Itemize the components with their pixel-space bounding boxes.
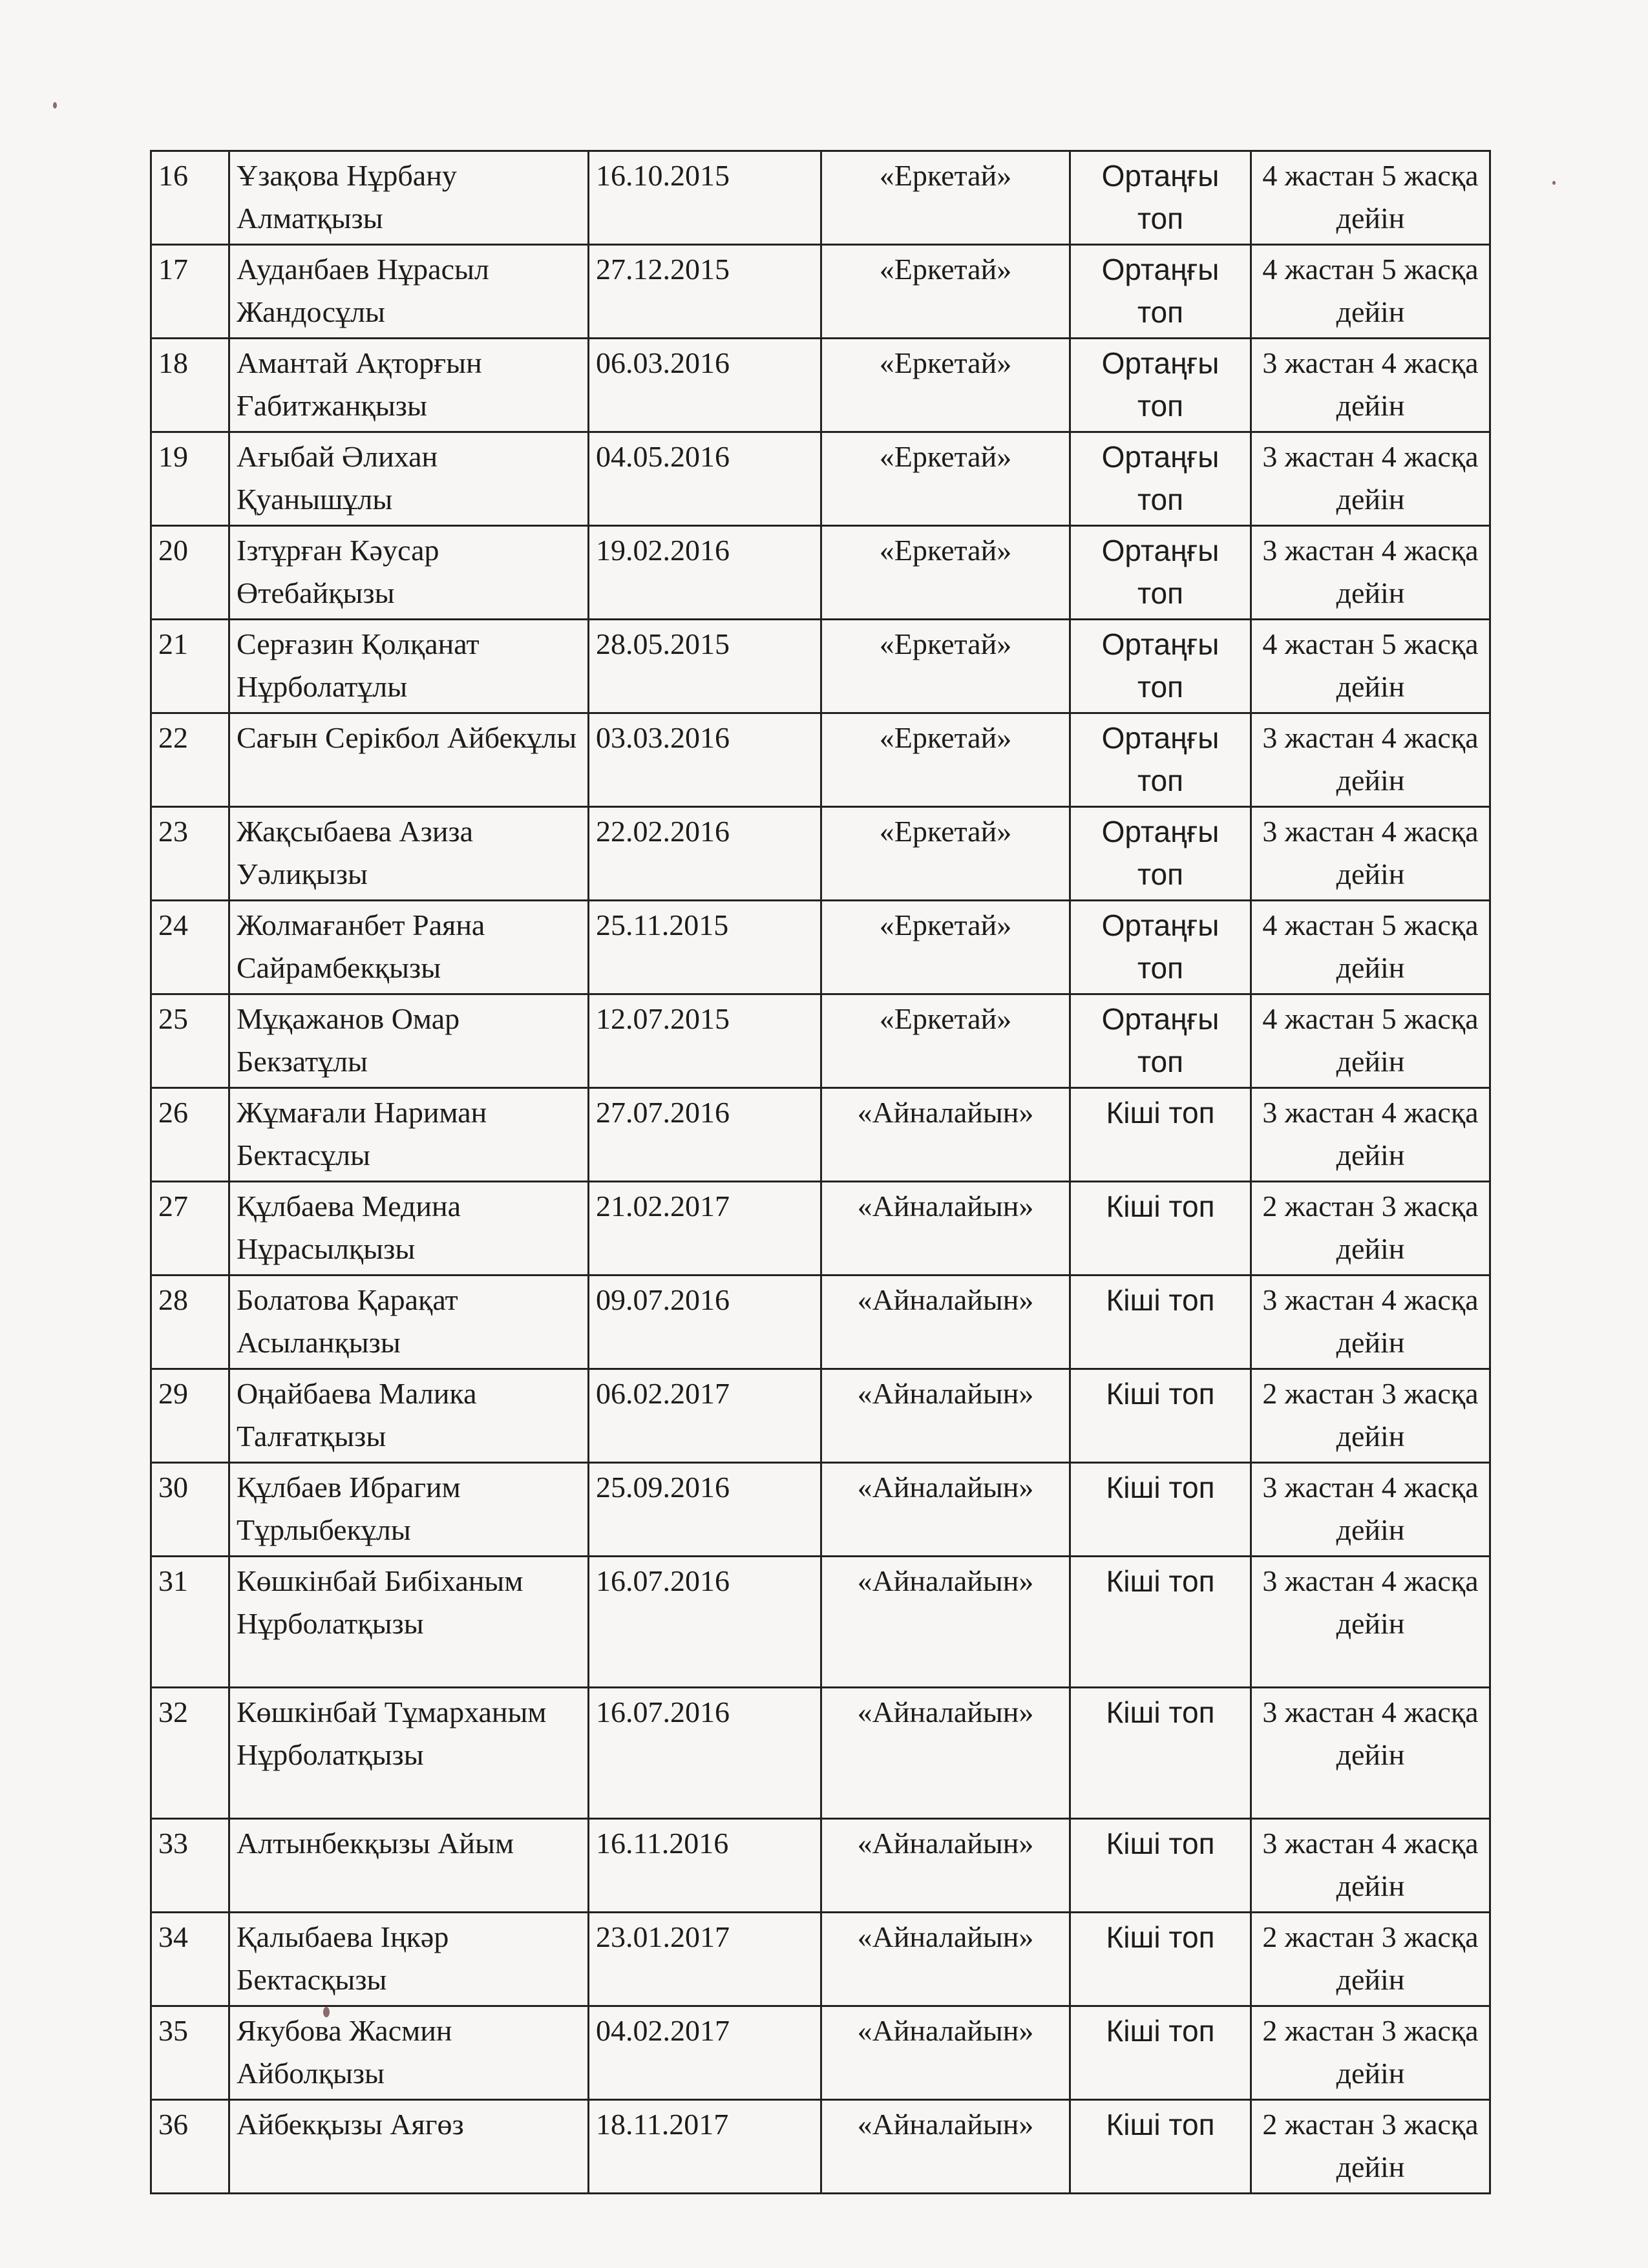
child-name: Ізтұрған Кәусар Өтебайқызы (229, 526, 589, 620)
age-range: 3 жастан 4 жасқа дейін (1251, 1276, 1490, 1369)
row-number: 21 (151, 620, 229, 713)
group-name: «Айналайын» (821, 2100, 1070, 2194)
child-name: Ұзақова Нұрбану Алматқызы (229, 151, 589, 245)
birth-date: 22.02.2016 (589, 807, 821, 901)
child-name: Көшкінбай Бибіханым Нұрболатқызы (229, 1557, 589, 1688)
group-name: «Еркетай» (821, 807, 1070, 901)
birth-date: 03.03.2016 (589, 713, 821, 807)
group-name: «Айналайын» (821, 1913, 1070, 2006)
group-name: «Еркетай» (821, 526, 1070, 620)
child-name: Құлбаев Ибрагим Тұрлыбекұлы (229, 1463, 589, 1557)
table-row (151, 245, 1490, 339)
birth-date: 19.02.2016 (589, 526, 821, 620)
group-type: Кіші топ (1070, 1182, 1251, 1276)
group-type: Кіші топ (1070, 2006, 1251, 2100)
birth-date: 25.11.2015 (589, 901, 821, 994)
birth-date: 21.02.2017 (589, 1182, 821, 1276)
age-range: 3 жастан 4 жасқа дейін (1251, 1088, 1490, 1182)
age-range: 4 жастан 5 жасқа дейін (1251, 994, 1490, 1088)
group-type: Ортаңғы топ (1070, 432, 1251, 526)
birth-date: 18.11.2017 (589, 2100, 821, 2194)
table-row (151, 713, 1490, 807)
group-type: Кіші топ (1070, 1557, 1251, 1688)
child-name: Жұмағали Нариман Бектасұлы (229, 1088, 589, 1182)
table-row (151, 1557, 1490, 1688)
table-row (151, 1819, 1490, 1913)
table-row (151, 620, 1490, 713)
group-type: Кіші топ (1070, 2100, 1251, 2194)
child-name: Құлбаева Медина Нұрасылқызы (229, 1182, 589, 1276)
group-name: «Еркетай» (821, 245, 1070, 339)
birth-date: 09.07.2016 (589, 1276, 821, 1369)
row-number: 19 (151, 432, 229, 526)
scan-speck (1552, 181, 1556, 185)
table-row (151, 807, 1490, 901)
group-type: Кіші топ (1070, 1369, 1251, 1463)
group-type: Ортаңғы топ (1070, 713, 1251, 807)
child-name: Ауданбаев Нұрасыл Жандосұлы (229, 245, 589, 339)
group-type: Ортаңғы топ (1070, 339, 1251, 432)
age-range: 2 жастан 3 жасқа дейін (1251, 2100, 1490, 2194)
group-name: «Еркетай» (821, 339, 1070, 432)
birth-date: 25.09.2016 (589, 1463, 821, 1557)
birth-date: 27.07.2016 (589, 1088, 821, 1182)
age-range: 4 жастан 5 жасқа дейін (1251, 901, 1490, 994)
table-row (151, 994, 1490, 1088)
child-name: Қалыбаева Іңкәр Бектасқызы (229, 1913, 589, 2006)
age-range: 3 жастан 4 жасқа дейін (1251, 1463, 1490, 1557)
group-name: «Айналайын» (821, 1182, 1070, 1276)
children-roster-table (150, 150, 1491, 2194)
child-name: Якубова Жасмин Айболқызы (229, 2006, 589, 2100)
row-number: 33 (151, 1819, 229, 1913)
row-number: 29 (151, 1369, 229, 1463)
row-number: 22 (151, 713, 229, 807)
group-type: Ортаңғы топ (1070, 994, 1251, 1088)
age-range: 3 жастан 4 жасқа дейін (1251, 807, 1490, 901)
child-name: Болатова Қарақат Асыланқызы (229, 1276, 589, 1369)
row-number: 36 (151, 2100, 229, 2194)
table-row (151, 901, 1490, 994)
group-type: Ортаңғы топ (1070, 245, 1251, 339)
group-name: «Айналайын» (821, 1088, 1070, 1182)
group-name: «Еркетай» (821, 620, 1070, 713)
table-row (151, 1913, 1490, 2006)
child-name: Серғазин Қолқанат Нұрболатұлы (229, 620, 589, 713)
table-row (151, 2006, 1490, 2100)
child-name: Көшкінбай Тұмарханым Нұрболатқызы (229, 1688, 589, 1819)
table-row (151, 1369, 1490, 1463)
birth-date: 06.03.2016 (589, 339, 821, 432)
row-number: 30 (151, 1463, 229, 1557)
age-range: 2 жастан 3 жасқа дейін (1251, 1913, 1490, 2006)
row-number: 34 (151, 1913, 229, 2006)
group-name: «Еркетай» (821, 713, 1070, 807)
birth-date: 16.11.2016 (589, 1819, 821, 1913)
roster-body (151, 151, 1490, 2194)
row-number: 26 (151, 1088, 229, 1182)
group-type: Ортаңғы топ (1070, 807, 1251, 901)
birth-date: 16.07.2016 (589, 1557, 821, 1688)
child-name: Жақсыбаева Азиза Уәлиқызы (229, 807, 589, 901)
group-name: «Айналайын» (821, 2006, 1070, 2100)
child-name: Сағын Серікбол Айбекұлы (229, 713, 589, 807)
age-range: 3 жастан 4 жасқа дейін (1251, 1557, 1490, 1688)
age-range: 3 жастан 4 жасқа дейін (1251, 432, 1490, 526)
row-number: 28 (151, 1276, 229, 1369)
table-row (151, 339, 1490, 432)
child-name: Ағыбай Әлихан Қуанышұлы (229, 432, 589, 526)
birth-date: 28.05.2015 (589, 620, 821, 713)
age-range: 3 жастан 4 жасқа дейін (1251, 339, 1490, 432)
birth-date: 04.05.2016 (589, 432, 821, 526)
group-name: «Еркетай» (821, 901, 1070, 994)
age-range: 2 жастан 3 жасқа дейін (1251, 2006, 1490, 2100)
group-type: Кіші топ (1070, 1088, 1251, 1182)
table-row (151, 1182, 1490, 1276)
group-type: Ортаңғы топ (1070, 526, 1251, 620)
row-number: 31 (151, 1557, 229, 1688)
group-type: Ортаңғы топ (1070, 151, 1251, 245)
row-number: 24 (151, 901, 229, 994)
group-type: Кіші топ (1070, 1463, 1251, 1557)
group-name: «Айналайын» (821, 1819, 1070, 1913)
birth-date: 16.10.2015 (589, 151, 821, 245)
age-range: 4 жастан 5 жасқа дейін (1251, 245, 1490, 339)
age-range: 3 жастан 4 жасқа дейін (1251, 526, 1490, 620)
row-number: 18 (151, 339, 229, 432)
child-name: Алтынбекқызы Айым (229, 1819, 589, 1913)
group-type: Кіші топ (1070, 1913, 1251, 2006)
row-number: 25 (151, 994, 229, 1088)
group-type: Ортаңғы топ (1070, 901, 1251, 994)
group-name: «Айналайын» (821, 1463, 1070, 1557)
row-number: 20 (151, 526, 229, 620)
age-range: 4 жастан 5 жасқа дейін (1251, 620, 1490, 713)
child-name: Жолмағанбет Раяна Сайрамбекқызы (229, 901, 589, 994)
birth-date: 04.02.2017 (589, 2006, 821, 2100)
group-type: Кіші топ (1070, 1688, 1251, 1819)
birth-date: 12.07.2015 (589, 994, 821, 1088)
birth-date: 27.12.2015 (589, 245, 821, 339)
group-name: «Еркетай» (821, 994, 1070, 1088)
birth-date: 16.07.2016 (589, 1688, 821, 1819)
birth-date: 23.01.2017 (589, 1913, 821, 2006)
table-row (151, 1463, 1490, 1557)
group-type: Кіші топ (1070, 1276, 1251, 1369)
age-range: 3 жастан 4 жасқа дейін (1251, 1819, 1490, 1913)
group-name: «Айналайын» (821, 1688, 1070, 1819)
table-row (151, 432, 1490, 526)
table-row (151, 2100, 1490, 2194)
child-name: Оңайбаева Малика Талғатқызы (229, 1369, 589, 1463)
age-range: 4 жастан 5 жасқа дейін (1251, 151, 1490, 245)
table-row (151, 151, 1490, 245)
age-range: 2 жастан 3 жасқа дейін (1251, 1369, 1490, 1463)
age-range: 2 жастан 3 жасқа дейін (1251, 1182, 1490, 1276)
table-row (151, 1276, 1490, 1369)
age-range: 3 жастан 4 жасқа дейін (1251, 713, 1490, 807)
group-type: Ортаңғы топ (1070, 620, 1251, 713)
child-name: Амантай Ақторғын Ғабитжанқызы (229, 339, 589, 432)
row-number: 23 (151, 807, 229, 901)
group-type: Кіші топ (1070, 1819, 1251, 1913)
scan-speck (53, 102, 57, 109)
group-name: «Еркетай» (821, 151, 1070, 245)
row-number: 35 (151, 2006, 229, 2100)
birth-date: 06.02.2017 (589, 1369, 821, 1463)
table-row (151, 1688, 1490, 1819)
row-number: 17 (151, 245, 229, 339)
row-number: 32 (151, 1688, 229, 1819)
table-row (151, 1088, 1490, 1182)
table-row (151, 526, 1490, 620)
group-name: «Еркетай» (821, 432, 1070, 526)
row-number: 16 (151, 151, 229, 245)
group-name: «Айналайын» (821, 1369, 1070, 1463)
child-name: Мұқажанов Омар Бекзатұлы (229, 994, 589, 1088)
age-range: 3 жастан 4 жасқа дейін (1251, 1688, 1490, 1819)
group-name: «Айналайын» (821, 1557, 1070, 1688)
row-number: 27 (151, 1182, 229, 1276)
child-name: Айбекқызы Аягөз (229, 2100, 589, 2194)
group-name: «Айналайын» (821, 1276, 1070, 1369)
